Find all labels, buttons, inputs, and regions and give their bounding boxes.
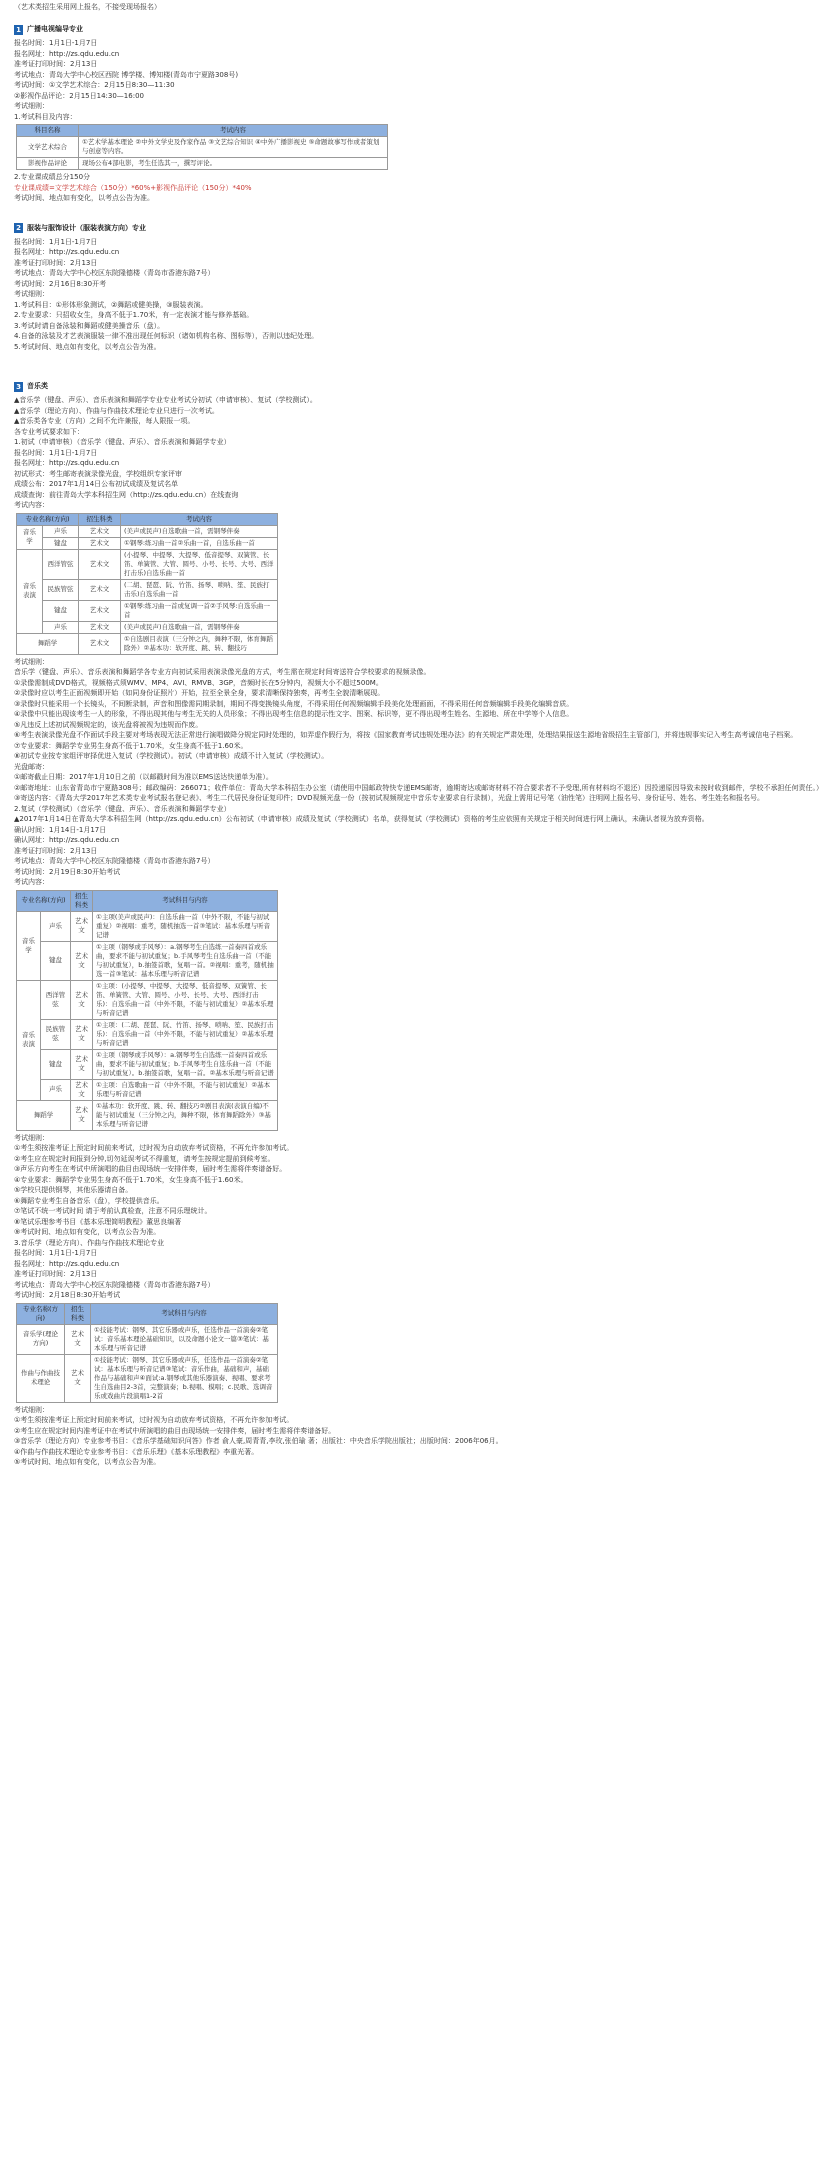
table-cell: 键盘 [43,537,79,549]
table-cell: 音乐学 [17,525,43,549]
text-line: ③录像时只能采用一个长镜头，不间断录制，声音和图像需同期录制，期间不得变换镜头角度，不得采用任何视频编辑手段美化处理画面，不得采用任何音频编辑手段美化编辑音质。 [14,699,574,708]
table-row [17,600,278,621]
table-cell: 现场公布4部电影，考生任选其一，撰写评论。 [79,158,388,170]
s3-table-1 [16,513,278,655]
text-line: 考试时间：2月18日8:30开始考试 [14,1291,121,1299]
text-line: 考试时间：2月16日8:30开考 [14,279,107,288]
text-line: 考试地点：青岛大学中心校区东院隆德楼（青岛市香港东路7号） [14,269,215,277]
text-line: 准考证打印时间：2月13日 [14,1270,98,1278]
section-number: 2 [14,223,23,233]
table-cell: 艺术文 [79,549,121,579]
text-line: 3.考试时请自备泳装和舞蹈或健美操音乐（盘）。 [14,321,165,330]
text-line: 成绩公布：2017年1月14日公布初试成绩及复试名单 [14,480,179,488]
text-line: 3.音乐学（理论方向）、作曲与作曲技术理论专业 [14,1238,165,1247]
table-cell: 音乐学(理论方向) [17,1324,65,1354]
text-line: ①考生须按准考证上预定时间前来考试，过时视为自动放弃考试资格，不再允许参加考试。 [14,1416,294,1424]
table-cell: 作曲与作曲技术理论 [17,1354,65,1402]
table-cell: ①艺术学基本理论 ②中外文学史及作家作品 ③文艺综合知识 ④中外广播影视史 ⑤命题故事写作或者策划与创意等内容。 [79,137,388,158]
text-line: ④专业要求：舞蹈学专业男生身高不低于1.70米，女生身高不低于1.60米。 [14,1175,248,1184]
text-line: ⑥舞蹈专业考生自备音乐（盘），学校提供音乐。 [14,1196,164,1205]
table-cell: ①基本功：软开度、跳、转、翻技巧②剧目表演(表演自编)不能与初试重复（三分钟之内，舞种不限，体育舞蹈除外）③基本乐理与听音记谱 [93,1100,278,1130]
table-cell: 民族管弦 [43,579,79,600]
text-line: ①邮寄截止日期：2017年1月10日之前（以邮戳时间为准以EMS送达快递单为准）。 [14,773,273,781]
table-cell: 文学艺术综合 [17,137,79,158]
text-line: ④作曲与作曲技术理论专业参考书目：《音乐乐理》《基本乐理教程》李重光著。 [14,1447,259,1456]
text-line: ▲2017年1月14日在青岛大学本科招生网（http://zs.qdu.edu.cn）公布初试（申请审核）成绩及复试（学校测试）名单，获得复试（学校测试）资格的考生应依照有关规定于相关时间进行网上确认，未确认者视为放弃资格。 [14,815,709,823]
text-line: 考试地点：青岛大学中心校区东院隆德楼（青岛市香港东路7号） [14,857,215,865]
table-cell: 键盘 [41,1049,71,1079]
table-cell: (美声或民声)自选歌曲一首，需钢琴伴奏 [121,621,278,633]
text-line: 5.考试时间、地点如有变化，以考点公告为准。 [14,342,161,351]
table-cell: ①主项：(二胡、琵琶、阮、竹笛、扬琴、唢呐、笙、民族打击乐)：自选乐曲一首（中外不限，不能与初试重复）②基本乐理与听音记谱 [93,1019,278,1049]
text-line: 考试地点：青岛大学中心校区东院隆德楼（青岛市香港东路7号） [14,1280,215,1289]
table-cell: 键盘 [41,941,71,980]
table-cell: 艺术文 [79,525,121,537]
section-1-header [14,23,536,36]
section-title: 音乐类 [27,382,48,391]
text-line: ⑨考试时间、地点如有变化，以考点公告为准。 [14,1228,161,1236]
table-header: 专业名称(方向) [17,1303,65,1324]
table-cell: 艺术文 [71,911,93,941]
s3-table-2 [16,890,278,1131]
text-line: 考试细则： [14,657,49,666]
text-line: 确认时间：1月14日-1月17日 [14,825,107,834]
text-line: ③声乐方向考生在考试中所演唱的曲目由现场统一安排伴奏，届时考生需将伴奏谱备好。 [14,1165,287,1173]
section-title: 服装与服饰设计（服装表演方向）专业 [27,223,146,232]
table-header: 招生科类 [71,890,93,911]
text-line: 2.专业要求：只招收女生，身高不低于1.70米，有一定表演才能与修养基础。 [14,311,254,319]
table-cell: (美声或民声)自选歌曲一首，需钢琴伴奏 [121,525,278,537]
text-line: ②考生应在规定时间内准考证中在考试中所演唱的曲目由现场统一安排伴奏，届时考生需将伴奏谱备好。 [14,1426,336,1435]
text-line: ③音乐学（理论方向）专业参考书目：《音乐学基础知识问答》作者 俞人豪,周青青,李玫,张伯瑜 著；出版社：中央音乐学院出版社；出版时间：2006年06月。 [14,1437,503,1445]
table-cell: ①主项（钢琴或手风琴）：a.钢琴考生自选练一首奏四首或乐曲，要求不能与初试重复；b.手风琴考生自选乐曲一首（不能与初试重复），b.抽签首歌，复唱一首。②视唱：重考，随机抽选一首③笔试：基本乐理与听音记谱 [93,941,278,980]
table-row [17,633,278,654]
s3-table-3 [16,1303,278,1403]
text-line: 考试时间：2月19日8:30开始考试 [14,867,121,876]
table-header: 考试科目与内容 [93,890,278,911]
text-line: ⑤考试时间、地点如有变化，以考点公告为准。 [14,1458,161,1466]
table-cell: 音乐表演 [17,549,43,633]
text-line: 报名时间：1月1日-1月7日 [14,1249,98,1257]
text-line: 报名时间：1月1日-1月7日 [14,237,98,246]
text-line: ②邮寄地址：山东省青岛市宁夏路308号；邮政编码：266071；收件单位：青岛大学本科招生办公室（请使用中国邮政特快专递EMS邮寄，逾期寄达或邮寄材料不符合要求者不予受理,所有材料均不退还）因投递原因导致未按时收到邮件，学校不承担任何责任。） [14,783,823,792]
table-header: 考试科目与内容 [91,1303,278,1324]
text-line: 报名网址：http://zs.qdu.edu.cn [14,1259,120,1268]
table-cell: ①主项（钢琴或手风琴）：a.钢琴考生自选练一首奏四首或乐曲，要求不能与初试重复；b.手风琴考生自选乐曲一首（不能与初试重复）。b.抽签首歌，复唱一首。②基本乐理与听音记谱 [93,1049,278,1079]
text-line: ⑤凡违反上述初试视频规定的，该光盘将被视为违规而作废。 [14,720,203,729]
table-cell: (小提琴、中提琴、大提琴、低音提琴、双簧管、长笛、单簧管、大管、圆号、小号、长号、大号、西洋打击乐)自选乐曲一首 [121,549,278,579]
section-number: 3 [14,382,23,392]
table-cell: 声乐 [41,911,71,941]
table-cell: 艺术文 [65,1324,91,1354]
section-3-header [14,380,536,393]
text-line: 考试细则： [14,1405,49,1414]
table-row [17,537,278,549]
text-line: ④录像中只能出现该考生一人的形象，不得出现其他与考生无关的人员形象；不得出现考生信息的提示性文字、图案、标识等，更不得出现考生姓名、生源地、所在中学等个人信息。 [14,710,574,718]
text-line: 2.复试（学校测试）（音乐学（键盘、声乐）、音乐表演和舞蹈学专业） [14,804,231,813]
text-line: 初试形式：考生邮寄表演录像光盘，学校组织专家评审 [14,469,182,478]
table-cell: 艺术文 [79,633,121,654]
text-line: ▲音乐类各专业（方向）之间不允许兼报，每人限报一项。 [14,417,195,425]
text-line: 报名网址：http://zs.qdu.edu.cn [14,248,120,256]
text-line: 报名网址：http://zs.qdu.edu.cn [14,459,120,467]
table-cell: 艺术文 [79,579,121,600]
table-row [17,941,278,980]
text-line: 考试内容： [14,501,49,509]
table-row [17,1019,278,1049]
table-row [17,621,278,633]
table-cell: ①主项(美声或民声)：自选乐曲一首（中外不限，不能与初试重复）②视唱：重考，随机抽选一首③笔试：基本乐理与听音记谱 [93,911,278,941]
text-line: 成绩查询：前往青岛大学本科招生网（http://zs.qdu.edu.cn）在线查询 [14,490,239,499]
text-line: 1.初试（申请审核）（音乐学（键盘、声乐）、音乐表演和舞蹈学专业） [14,438,231,446]
table-cell: 声乐 [41,1079,71,1100]
text-line: ①录像需制成DVD格式，视频格式须WMV、MP4、AVI、RMVB、3GP，音频时长在5分钟内，视频大小不超过500M。 [14,678,383,687]
table-row [17,980,278,1019]
text-line: ⑥考生表演录像光盘不作面试手段主要对考场表现无法正常进行演唱做降分规定同时处理的，如弄虚作假行为，将按《国家教育考试违规处理办法》的有关规定严肃处理，处理结果报送生源地省级招生主管部门，并将违规事实记入考生高考诚信电子档案。 [14,731,798,739]
table-row [17,1100,278,1130]
table-row [17,525,278,537]
table-cell: 西洋管弦 [43,549,79,579]
section-3-body-2 [14,657,823,888]
text-line: 报名时间：1月1日-1月7日 [14,448,98,457]
text-line: 考试细则： [14,102,49,110]
text-line: ▲音乐学（键盘、声乐）、音乐表演和舞蹈学专业专业考试分初试（申请审核）、复试（学校测试）。 [14,396,317,404]
text-line: ▲音乐学（理论方向）、作曲与作曲技术理论专业只进行一次考试。 [14,406,219,415]
table-header: 招生科类 [65,1303,91,1324]
top-note: （艺术类招生采用网上报名，不接受现场报名） [14,3,161,11]
table-row [17,1079,278,1100]
table-cell: 民族管弦 [41,1019,71,1049]
table-header: 专业名称(方向) [17,890,71,911]
table-cell: 西洋管弦 [41,980,71,1019]
table-row [17,579,278,600]
text-line: ③寄送内容：《青岛大学2017年艺术类专业考试报名登记表》、考生二代居民身份证复印件；DVD视频光盘一份（按初试视频规定中音乐专业要求自行录制），光盘上需用记号笔（油性笔）注明网上报名号、身份证号、姓名、考生姓名和报名号。 [14,794,765,802]
text-line: 音乐学（键盘、声乐）、音乐表演和舞蹈学各专业方向初试采用表演录像光盘的方式，考生需在规定时间寄送符合学校要求的视频录像。 [14,668,431,676]
table-row [17,158,388,170]
table-row [17,549,278,579]
table-header: 科目名称 [17,125,79,137]
text-line: ②考生应在规定时间报到分钟,切勿延误考试不得重复，请考生按规定提前到候考室。 [14,1154,275,1163]
text-line: 1.考试科目：①形体形象测试，②舞蹈或健美操，③服装表演。 [14,300,208,309]
table-cell: ①技能考试：钢琴、其它乐器或声乐，任选作品一首演奏②笔试：基本乐理与听音记谱③笔试：音乐作曲，基础和声，基础作品与基础和声④面试:a.钢琴或其他乐器演奏、视唱、要求考生自选曲目2-3首，完整演奏；b.视唱、模唱；c.民歌、选调音乐或戏曲片段演唱1-2首 [91,1354,278,1402]
table-row [17,911,278,941]
table-header: 考试内容 [121,513,278,525]
table-header: 考试内容 [79,125,388,137]
text-line: 报名时间：1月1日-1月7日 [14,39,98,47]
table-cell: 艺术文 [79,621,121,633]
text-line: ⑦笔试不统一考试时间 请于考前认真检查，注意不同乐理统计。 [14,1207,212,1215]
text-line: 准考证打印时间：2月13日 [14,60,98,68]
table-cell: 艺术文 [71,1019,93,1049]
table-cell: 声乐 [43,621,79,633]
text-line: ②录像时应以考生正面视频即开始（如同身份证照片）开始，拉至全景全身，要求清晰保持独奏，再考生全貌清晰展现。 [14,689,385,697]
table-cell: 舞蹈学 [17,1100,71,1130]
table-header: 专业名称(方向) [17,513,79,525]
table-cell: ①自选剧目表演（三分钟之内，舞种不限，体育舞蹈除外）②基本功：软开度、跳、转、翻技巧 [121,633,278,654]
text-line: 1.考试科目及内容： [14,112,77,121]
score-formula: 专业课成绩=文学艺术综合（150分）*60%+影视作品评论（150分）*40% [14,183,252,192]
section-title: 广播电视编导专业 [27,25,83,34]
text-line: 准考证打印时间：2月13日 [14,846,98,855]
table-cell: ①钢琴:练习曲一首或复调一首②手风琴:自选乐曲一首 [121,600,278,621]
section-3-body-3 [14,1133,536,1301]
table-cell: 艺术文 [79,537,121,549]
text-line: 确认网址：http://zs.qdu.edu.cn [14,836,120,844]
text-line: 考试时间、地点如有变化，以考点公告为准。 [14,194,154,202]
text-line: ⑧笔试乐理参考书目《基本乐理简明教程》董思良编著 [14,1217,182,1226]
s1-table [16,124,388,170]
table-header: 招生科类 [79,513,121,525]
table-cell: 音乐表演 [17,980,41,1100]
text-line: 2.专业课成绩总分150分 [14,173,91,181]
text-line: 准考证打印时间：2月13日 [14,258,98,267]
table-cell: 艺术文 [71,1100,93,1130]
table-cell: 艺术文 [65,1354,91,1402]
table-row [17,137,388,158]
section-2-header [14,222,536,235]
table-cell: ①钢琴:练习曲一首②乐曲一首，自选乐曲一首 [121,537,278,549]
section-2-body [14,237,536,353]
text-line: 光盘邮寄： [14,762,49,771]
text-line: 报名网址：http://zs.qdu.edu.cn [14,49,120,58]
text-line: ①考生须按准考证上预定时间前来考试，过时视为自动放弃考试资格，不再允许参加考试。 [14,1144,294,1152]
table-cell: (二胡、琵琶、阮、竹笛、扬琴、唢呐、笙、民族打击乐)自选乐曲一首 [121,579,278,600]
table-cell: ①主项：自选歌曲一首（中外不限，不能与初试重复）②基本乐理与听音记谱 [93,1079,278,1100]
table-cell: ①技能考试：钢琴、其它乐器或声乐，任选作品一首演奏②笔试：音乐基本理论基础知识，以及命题小论文一篇③笔试：基本乐理与听音记谱 [91,1324,278,1354]
table-cell: 艺术文 [71,941,93,980]
table-cell: 艺术文 [79,600,121,621]
table-cell: 声乐 [43,525,79,537]
text-line: 考试地点：青岛大学中心校区西院 博学楼、博知楼(青岛市宁夏路308号) [14,70,239,79]
text-line: 考试细则： [14,1133,49,1142]
table-cell: 影视作品评论 [17,158,79,170]
section-number: 1 [14,25,23,35]
table-cell: 音乐学 [17,911,41,980]
table-cell: 艺术文 [71,980,93,1019]
table-cell: ①主项：(小提琴、中提琴、大提琴、低音提琴、双簧管、长笛、单簧管、大管、圆号、小号、长号、大号、西洋打击乐)：自选乐曲一首（中外不限，不能与初试重复）②基本乐理与听音记谱 [93,980,278,1019]
section-1-body [14,38,536,122]
table-cell: 舞蹈学 [17,633,79,654]
section-3-body-4 [14,1405,536,1468]
table-cell: 艺术文 [71,1079,93,1100]
text-line: 考试内容： [14,878,49,886]
section-3-body-1 [14,395,536,511]
text-line: 4.自备的泳装及才艺表演服装一律不准出现任何标识（诸如机构名称、图标等），否则以违纪处理。 [14,332,319,340]
text-line: ⑧初试专业按专家组评审择优进入复试（学校测试）。初试（申请审核）成绩不计入复试（学校测试）。 [14,752,329,760]
table-row [17,1324,278,1354]
table-row [17,1354,278,1402]
table-cell: 艺术文 [71,1049,93,1079]
text-line: ⑤学校只提供钢琴，其他乐器请自备。 [14,1186,133,1194]
text-line: 考试细则： [14,290,49,298]
text-line: ⑦专业要求：舞蹈学专业男生身高不低于1.70米，女生身高不低于1.60米。 [14,741,248,750]
text-line: ②影视作品评论：2月15日14:30—16:00 [14,91,144,100]
table-row [17,1049,278,1079]
table-cell: 键盘 [43,600,79,621]
text-line: 各专业考试要求如下： [14,427,84,436]
text-line: 考试时间：①文学艺术综合：2月15日8:30—11:30 [14,81,175,89]
